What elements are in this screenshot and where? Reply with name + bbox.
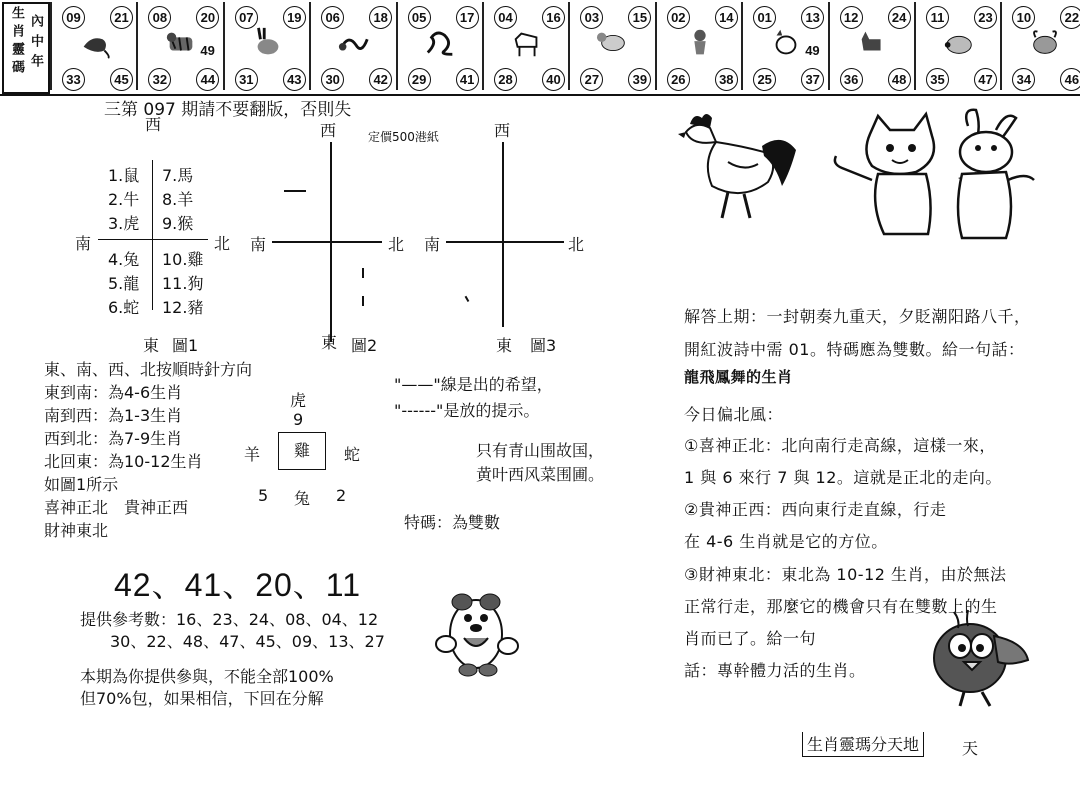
zodiac-item: 5.龍 xyxy=(108,274,140,293)
zodiac-item: 1.鼠 xyxy=(108,166,140,185)
diagram1-axis xyxy=(152,160,153,310)
cell-number: 43 xyxy=(283,68,306,91)
diagram1-col1 xyxy=(108,164,139,320)
diagram3-hline xyxy=(446,241,564,243)
today-line: 在 4-6 生肖就是它的方位。 xyxy=(684,532,888,551)
zodiac-cell xyxy=(223,2,309,90)
rabbit-icon xyxy=(251,26,285,60)
diagram3-east: 東 xyxy=(496,336,513,355)
cell-number: 09 xyxy=(62,6,85,29)
today-line: 話：專幹體力活的生肖。 xyxy=(684,661,866,680)
cell-number: 40 xyxy=(542,68,565,91)
diagram2-west: 西 xyxy=(320,121,337,140)
cell-number: 11 xyxy=(926,6,949,29)
diagram2-south: 南 xyxy=(250,235,267,254)
cell-number: 14 xyxy=(715,6,738,29)
masthead-char: 年 xyxy=(28,54,43,66)
cell-number: 25 xyxy=(753,68,776,91)
cell-number: 22 xyxy=(1060,6,1080,29)
zodiac-number-strip xyxy=(0,0,1080,96)
poem-line: 黄叶西风菜围圃。 xyxy=(476,465,605,484)
zodiac-cell xyxy=(655,2,741,90)
diagram3-north: 北 xyxy=(568,235,585,254)
disclaimer-line: 但70%包，如果相信，下回在分解 xyxy=(80,689,324,708)
cell-number: 16 xyxy=(542,6,565,29)
snake-icon xyxy=(424,26,458,60)
zodiac-item: 10.雞 xyxy=(162,250,204,269)
price-label: 定價500港紙 xyxy=(368,130,439,144)
diagram3-vline xyxy=(502,142,504,327)
diagram2-north: 北 xyxy=(388,235,405,254)
cross-bottom-right: 2 xyxy=(336,486,347,505)
cell-number: 48 xyxy=(888,68,911,91)
masthead-char: 碼 xyxy=(9,60,24,72)
zodiac-cell xyxy=(136,2,222,90)
diagram2-east: 東 xyxy=(321,333,338,352)
note-line: 西到北：為7-9生肖 xyxy=(44,429,183,448)
diagram3-caption: 圖3 xyxy=(530,336,557,355)
today-line: ②貴神正西：西向東行走直線，行走 xyxy=(684,500,947,519)
cell-number: 45 xyxy=(110,68,133,91)
legend-solid: "——"線是出的希望， xyxy=(394,375,553,394)
tiger-icon xyxy=(164,26,198,60)
diagram2-hline xyxy=(272,241,382,243)
diagram1-col2 xyxy=(162,164,203,320)
reference-line1: 提供參考數：16、23、24、08、04、12 xyxy=(80,610,379,629)
cell-number: 41 xyxy=(456,68,479,91)
today-line: 正常行走，那麼它的機會只有在雙數上的生 xyxy=(684,597,998,616)
cross-top-num: 9 xyxy=(293,410,304,429)
note-line: 南到西：為1-3生肖 xyxy=(44,406,183,425)
cell-extra-number: 49 xyxy=(805,40,819,61)
note-line: 東到南：為4-6生肖 xyxy=(44,383,183,402)
cell-number: 20 xyxy=(196,6,219,29)
cell-number: 27 xyxy=(580,68,603,91)
cell-number: 02 xyxy=(667,6,690,29)
cell-number: 10 xyxy=(1012,6,1035,29)
diagram1-west: 西 xyxy=(145,115,162,134)
cross-center-box: 雞 xyxy=(278,432,326,470)
poem-line: 只有青山围故国， xyxy=(476,441,605,460)
disclaimer-line: 本期為你提供參與，不能全部100% xyxy=(80,667,334,686)
rooster-image xyxy=(672,102,800,222)
cell-number: 42 xyxy=(369,68,392,91)
horse-icon xyxy=(510,26,544,60)
zodiac-cell xyxy=(741,2,827,90)
cell-number: 28 xyxy=(494,68,517,91)
answer-line2: 開紅波詩中需 01。特碼應為雙數。給一句話： xyxy=(684,340,1025,359)
cell-number: 30 xyxy=(321,68,344,91)
note-line: 北回東：為10-12生肖 xyxy=(44,452,203,471)
cell-number: 31 xyxy=(235,68,258,91)
cell-number: 26 xyxy=(667,68,690,91)
cartoon-bird-image xyxy=(924,606,1034,710)
diagram2-mark xyxy=(284,190,306,192)
zodiac-item: 8.羊 xyxy=(162,190,194,209)
diagram3-west: 西 xyxy=(494,121,511,140)
rooster-icon xyxy=(769,26,803,60)
pig-icon xyxy=(942,26,976,60)
diagram2-dash xyxy=(362,296,364,306)
footer-box: 生肖靈瑪分天地 xyxy=(802,732,924,757)
note-line: 財神東北 xyxy=(44,521,109,540)
goat-icon xyxy=(596,26,630,60)
cell-number: 01 xyxy=(753,6,776,29)
cell-number: 38 xyxy=(715,68,738,91)
today-line: 1 與 6 來行 7 與 12。這就是正北的走向。 xyxy=(684,468,1002,487)
diagram2-dash xyxy=(362,268,364,278)
diagram3-south: 南 xyxy=(424,235,441,254)
cell-number: 12 xyxy=(840,6,863,29)
zodiac-cell xyxy=(828,2,914,90)
cross-top: 虎 xyxy=(290,391,307,410)
cell-number: 03 xyxy=(580,6,603,29)
zodiac-cell xyxy=(568,2,654,90)
cell-extra-number: 49 xyxy=(200,40,214,61)
answer-line1: 解答上期：一封朝奏九重天，夕貶潮阳路八千， xyxy=(684,307,1031,326)
note-line: 如圖1所示 xyxy=(44,475,119,494)
issue-line: 三第 097 期請不要翻版，否則失 xyxy=(104,100,352,120)
direction-notes xyxy=(44,358,252,542)
today-line: 肖而已了。給一句 xyxy=(684,629,817,648)
diagram2-caption: 圖2 xyxy=(351,336,378,355)
big-numbers: 42、41、20、11 xyxy=(114,567,362,603)
special-code: 特碼：為雙數 xyxy=(404,513,501,532)
zodiac-item: 4.兔 xyxy=(108,250,140,269)
zodiac-item: 9.猴 xyxy=(162,214,194,233)
cell-number: 46 xyxy=(1060,68,1080,91)
cell-number: 47 xyxy=(974,68,997,91)
today-heading: 今日偏北風： xyxy=(684,405,784,424)
cell-number: 32 xyxy=(148,68,171,91)
legend-dashed: "------"是放的提示。 xyxy=(394,401,540,420)
cell-number: 13 xyxy=(801,6,824,29)
cell-number: 34 xyxy=(1012,68,1035,91)
cell-number: 19 xyxy=(283,6,306,29)
zodiac-cell xyxy=(482,2,568,90)
today-line: ①喜神正北：北向南行走高線，這樣一來， xyxy=(684,436,996,455)
dragon-icon xyxy=(337,26,371,60)
zodiac-cell xyxy=(396,2,482,90)
cell-number: 29 xyxy=(408,68,431,91)
masthead-char: 內 xyxy=(28,14,43,26)
zodiac-item: 12.豬 xyxy=(162,298,204,317)
footer-tail: 天 xyxy=(962,739,979,758)
cell-number: 33 xyxy=(62,68,85,91)
zodiac-cell xyxy=(914,2,1000,90)
zodiac-item: 7.馬 xyxy=(162,166,194,185)
cell-number: 35 xyxy=(926,68,949,91)
rat-icon xyxy=(78,26,112,60)
diagram1-south: 南 xyxy=(75,234,92,253)
cell-number: 06 xyxy=(321,6,344,29)
zodiac-item: 2.牛 xyxy=(108,190,140,209)
masthead-title xyxy=(2,2,50,94)
cell-number: 36 xyxy=(840,68,863,91)
cell-number: 39 xyxy=(628,68,651,91)
today-line: ③財神東北：東北為 10-12 生肖，由於無法 xyxy=(684,565,1007,584)
cell-number: 44 xyxy=(196,68,219,91)
cell-number: 21 xyxy=(110,6,133,29)
cross-right: 蛇 xyxy=(344,445,361,464)
diagram1-north: 北 xyxy=(214,234,231,253)
cell-number: 24 xyxy=(888,6,911,29)
masthead-char: 靈 xyxy=(9,42,24,54)
diagram1-east: 東 xyxy=(143,336,160,355)
cell-number: 23 xyxy=(974,6,997,29)
cartoon-dog-image xyxy=(428,584,524,680)
diagram1-caption: 圖1 xyxy=(172,336,199,355)
ox-icon xyxy=(1028,26,1062,60)
zodiac-cell xyxy=(309,2,395,90)
answer-phrase: 龍飛鳳舞的生肖 xyxy=(684,368,793,386)
masthead-char: 中 xyxy=(28,34,43,46)
zodiac-item: 3.虎 xyxy=(108,214,140,233)
dog-icon xyxy=(856,26,890,60)
reference-line2: 30、22、48、47、45、09、13、27 xyxy=(110,632,385,651)
cross-bottom: 兔 xyxy=(294,489,311,508)
zodiac-item: 11.狗 xyxy=(162,274,204,293)
cell-number: 18 xyxy=(369,6,392,29)
monkey-icon xyxy=(683,26,717,60)
cross-bottom-left: 5 xyxy=(258,486,269,505)
cell-number: 17 xyxy=(456,6,479,29)
diagram3-dash xyxy=(465,296,469,302)
zodiac-cell xyxy=(50,2,136,90)
masthead-char: 肖 xyxy=(9,24,24,36)
cat-and-rabbit-image xyxy=(830,108,1040,248)
cell-number: 15 xyxy=(628,6,651,29)
masthead-char: 生 xyxy=(9,6,24,18)
cell-number: 08 xyxy=(148,6,171,29)
cell-number: 04 xyxy=(494,6,517,29)
zodiac-item: 6.蛇 xyxy=(108,298,140,317)
cell-number: 05 xyxy=(408,6,431,29)
note-line: 喜神正北 貴神正西 xyxy=(44,498,189,517)
note-line: 東、南、西、北按順時針方向 xyxy=(44,360,253,379)
cell-number: 07 xyxy=(235,6,258,29)
zodiac-cell xyxy=(1000,2,1080,90)
cell-number: 37 xyxy=(801,68,824,91)
cross-left: 羊 xyxy=(244,445,261,464)
diagram1-hline xyxy=(98,239,208,240)
